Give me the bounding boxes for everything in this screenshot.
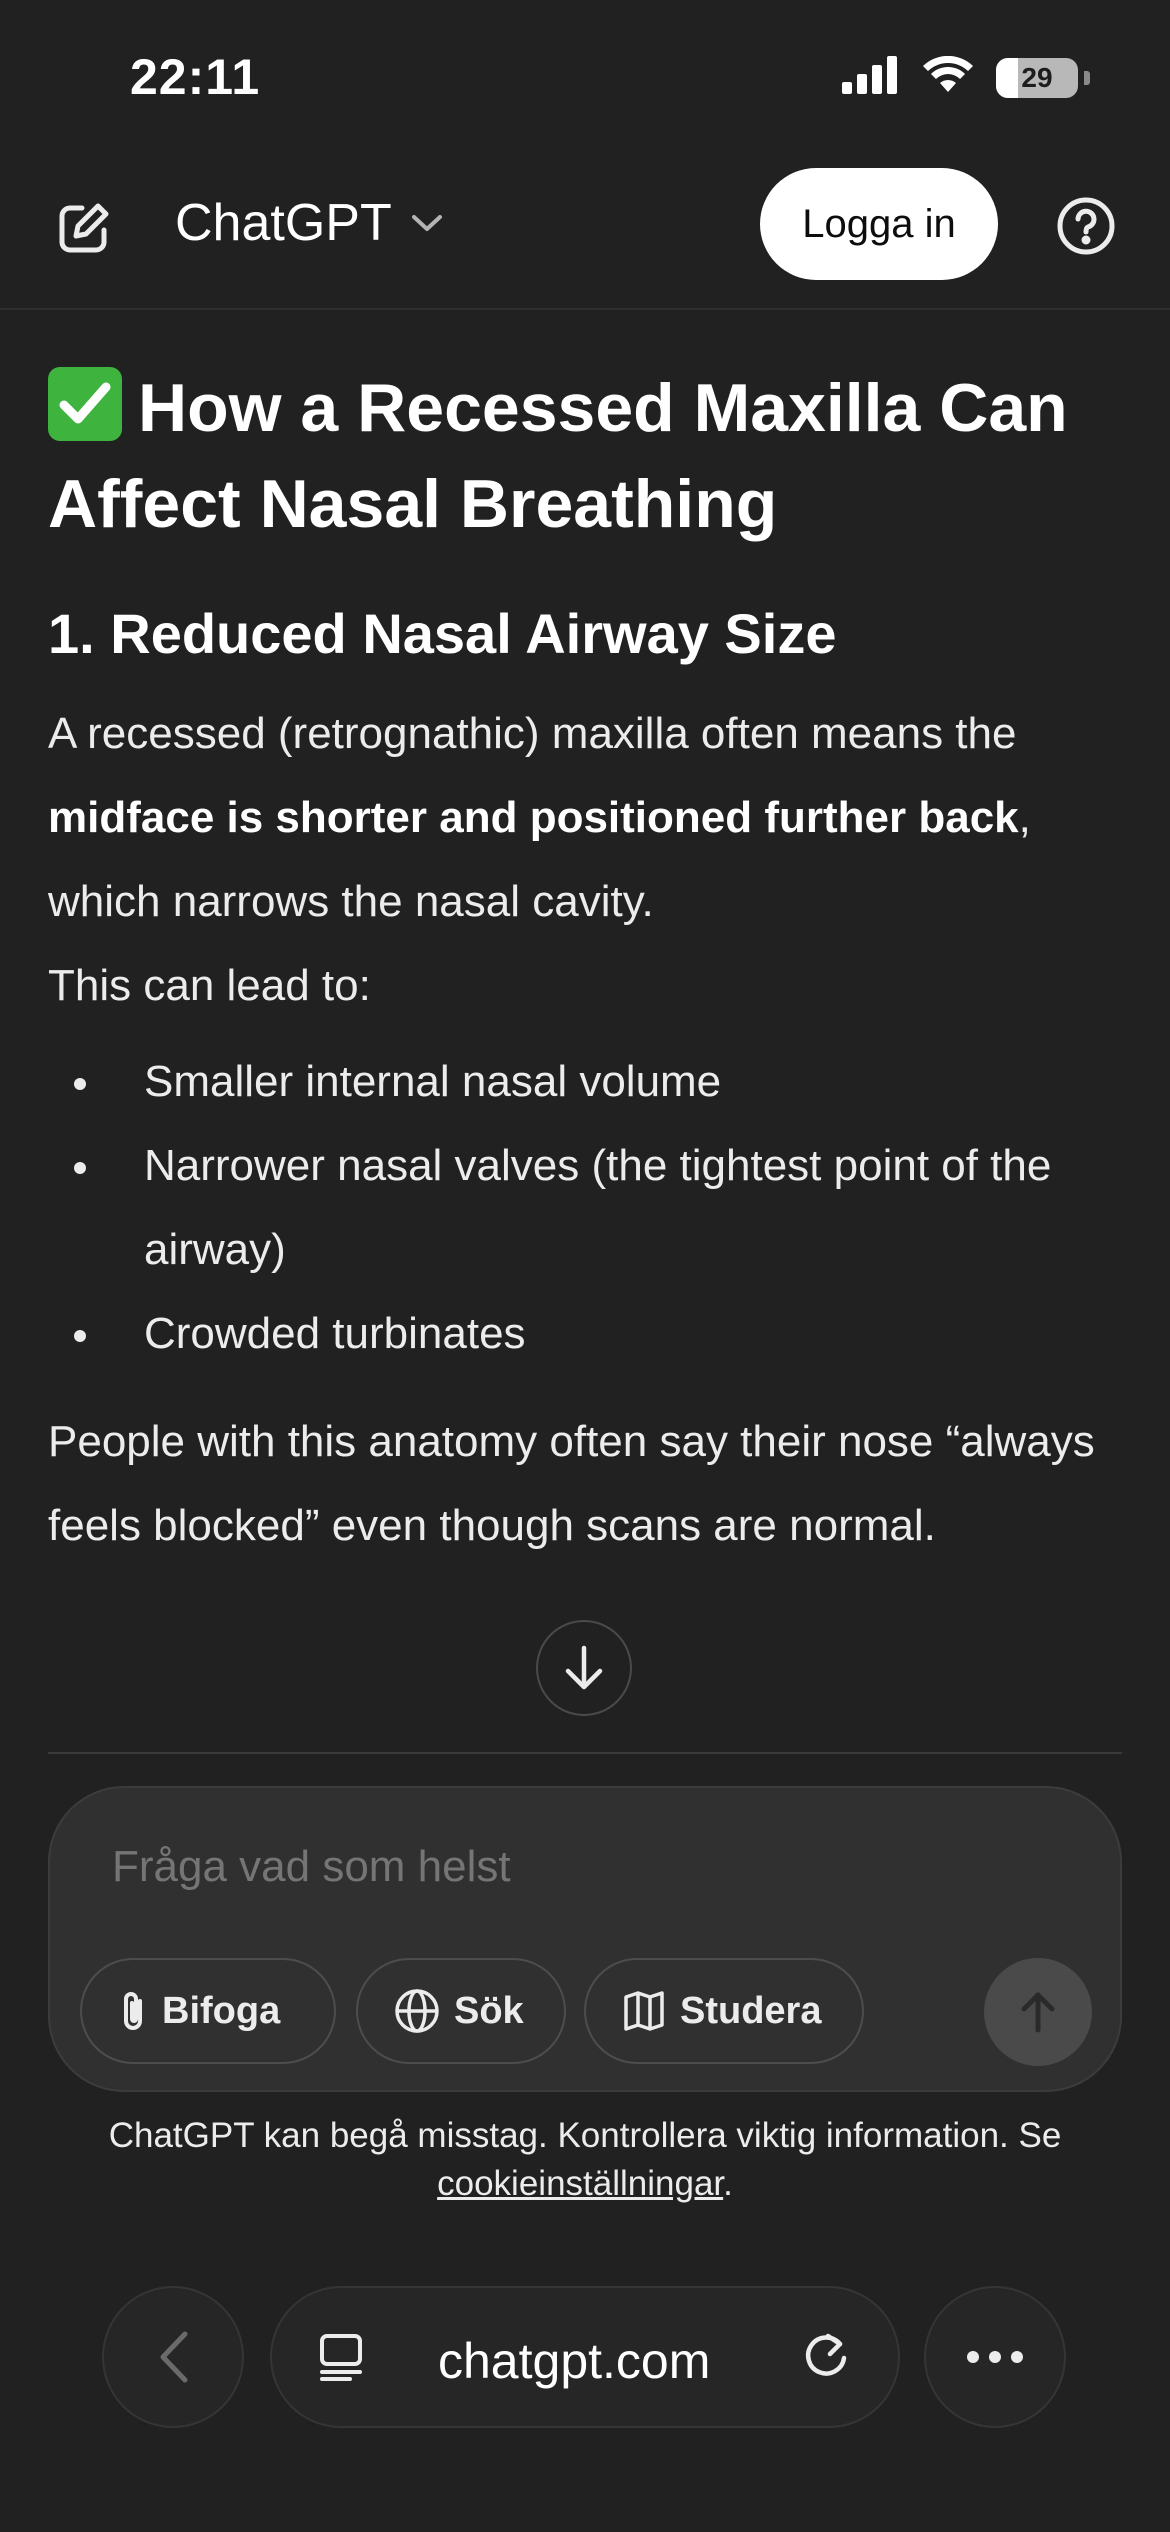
reader-icon [318, 2332, 364, 2382]
globe-icon [394, 1988, 440, 2034]
more-options-button[interactable] [924, 2286, 1066, 2428]
search-label: Sök [454, 1989, 524, 2032]
attach-button[interactable] [80, 1958, 336, 2064]
check-mark-emoji [48, 367, 122, 441]
new-chat-button[interactable] [56, 200, 112, 256]
arrow-down-icon [562, 1644, 606, 1692]
help-circle-icon [1056, 196, 1116, 256]
status-bar [0, 0, 1170, 150]
divider [48, 1752, 1122, 1754]
message-input[interactable] [112, 1842, 1012, 1892]
app-title: ChatGPT [175, 194, 392, 252]
paragraph-1 [48, 692, 1118, 944]
composer [48, 1786, 1122, 2092]
disclaimer-suffix: . [723, 2164, 733, 2203]
browser-back-button[interactable] [102, 2286, 244, 2428]
paragraph-1-bold: midface is shorter and positioned further back [48, 793, 1019, 842]
battery-icon [996, 58, 1078, 98]
paragraph-2: This can lead to: [48, 961, 371, 1010]
bullet-list [48, 1040, 1118, 1376]
attach-label: Bifoga [162, 1989, 281, 2032]
url-text: chatgpt.com [438, 2333, 711, 2389]
help-button[interactable] [1056, 196, 1116, 256]
model-selector[interactable] [175, 193, 444, 253]
assistant-message [48, 360, 1118, 1568]
status-time: 22:11 [130, 49, 261, 105]
reload-icon[interactable] [800, 2330, 852, 2382]
scroll-to-bottom-button[interactable] [536, 1620, 632, 1716]
wifi-icon [922, 56, 974, 99]
paragraph-1-start: A recessed (retrognathic) maxilla often means the [48, 709, 1017, 758]
cookie-settings-link[interactable]: cookieinställningar [437, 2164, 724, 2203]
heading-text: How a Recessed Maxilla Can Affect Nasal Breathing [48, 370, 1068, 542]
list-item: Crowded turbinates [48, 1292, 1118, 1376]
more-icon [967, 2351, 979, 2363]
chevron-left-icon [157, 2330, 189, 2384]
disclaimer [0, 2112, 1170, 2208]
search-button[interactable] [356, 1958, 566, 2064]
cellular-signal-icon [842, 56, 900, 99]
battery-level: 29 [1021, 61, 1053, 93]
send-button[interactable] [984, 1958, 1092, 2066]
arrow-up-icon [1018, 1990, 1058, 2034]
login-button[interactable]: Logga in [760, 168, 998, 280]
edit-icon [56, 200, 112, 256]
paragraph-1-end: , which narrows the nasal cavity. [48, 793, 1031, 926]
address-bar[interactable] [270, 2286, 900, 2428]
study-button[interactable] [584, 1958, 864, 2064]
book-icon [622, 1989, 666, 2033]
disclaimer-text: ChatGPT kan begå misstag. Kontrollera viktig information. Se [108, 2116, 1062, 2155]
paragraph-3: People with this anatomy often say their nose “always feels blocked” even though scans are normal. [48, 1417, 1095, 1550]
section-title: 1. Reduced Nasal Airway Size [48, 602, 837, 665]
app-header [0, 150, 1170, 310]
study-label: Studera [680, 1989, 822, 2032]
status-icons [842, 56, 1090, 99]
paperclip-icon [118, 1989, 148, 2033]
list-item: Smaller internal nasal volume [48, 1040, 1118, 1124]
chevron-down-icon [410, 212, 444, 234]
response-heading [48, 360, 1118, 552]
list-item: Narrower nasal valves (the tightest point of the airway) [48, 1124, 1118, 1292]
